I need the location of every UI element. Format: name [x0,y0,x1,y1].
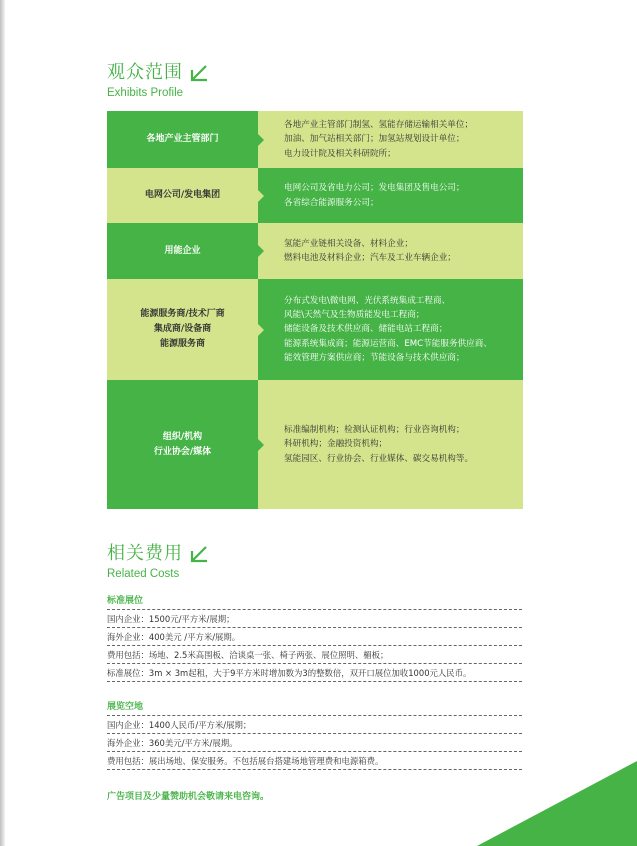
profile-title-en: Exhibits Profile [107,87,184,99]
profile-details: 电网公司及省电力公司；发电集团及售电公司； 各省综合能源服务公司； [258,168,523,223]
profile-section-title [107,62,209,100]
profile-category: 组织/机构 行业协会/媒体 [107,380,258,509]
arrow-down-left-icon [189,545,209,563]
profile-details: 标准编制机构；检测认证机构；行业咨询机构； 科研机构；金融投资机构； 氢能园区、行业协会、行业媒体、碳交易机构等。 [258,380,523,509]
cost-line: 海外企业：400美元 /平方米/展期。 [107,628,522,646]
costs-section-title [107,543,209,581]
profile-title-cn: 观众范围 [107,62,183,83]
costs-title-cn: 相关费用 [107,543,183,564]
profile-category: 各地产业主管部门 [107,111,258,168]
profile-category: 用能企业 [107,223,258,279]
profile-details: 分布式发电\微电网、光伏系统集成工程商、 风能\天然气及生物质能发电工程商； 储能设备及技术供应商、储能电站工程商； 能源系统集成商；能源运营商、EMC节能服务供应商、 能效管理方案供应商；节能设备与技术供应商； [258,279,523,380]
corner-decoration [477,761,637,846]
raw-space-block [107,700,522,770]
cost-line: 标准展位：3m × 3m起租，大于9平方米时增加数为3的整数倍，双开口展位加收1000元人民币。 [107,664,522,682]
standard-booth-heading: 标准展位 [107,594,522,610]
cost-line: 费用包括：展出场地、保安服务。不包括展台搭建场地管理费和电源箱费。 [107,752,522,770]
profile-category: 电网公司/发电集团 [107,168,258,223]
exhibits-profile-table [107,111,523,509]
arrow-down-left-icon [189,64,209,82]
cost-line: 国内企业：1500元/平方米/展期； [107,610,522,628]
left-edge-stripe [0,0,5,846]
costs-title-en: Related Costs [107,568,180,580]
profile-details: 各地产业主管部门制氢、氢能存储运输相关单位； 加油、加气站相关部门；加氢站规划设计单位； 电力设计院及相关科研院所； [258,111,523,168]
sponsorship-note: 广告项目及少量赞助机会敬请来电咨询。 [107,792,270,802]
profile-row [107,380,523,509]
raw-space-heading: 展览空地 [107,700,522,716]
cost-line: 海外企业：360美元/平方米/展期。 [107,734,522,752]
cost-line: 国内企业：1400人民币/平方米/展期； [107,716,522,734]
standard-booth-block [107,594,522,682]
profile-details: 氢能产业链相关设备、材料企业； 燃料电池及材料企业；汽车及工业车辆企业； [258,223,523,279]
profile-row [107,223,523,279]
profile-row [107,168,523,223]
profile-category: 能源服务商/技术厂商 集成商/设备商 能源服务商 [107,279,258,380]
profile-row [107,111,523,168]
cost-line: 费用包括：场地、2.5米高围板、洽谈桌一张、椅子两张、展位照明、楣板； [107,646,522,664]
profile-row [107,279,523,380]
